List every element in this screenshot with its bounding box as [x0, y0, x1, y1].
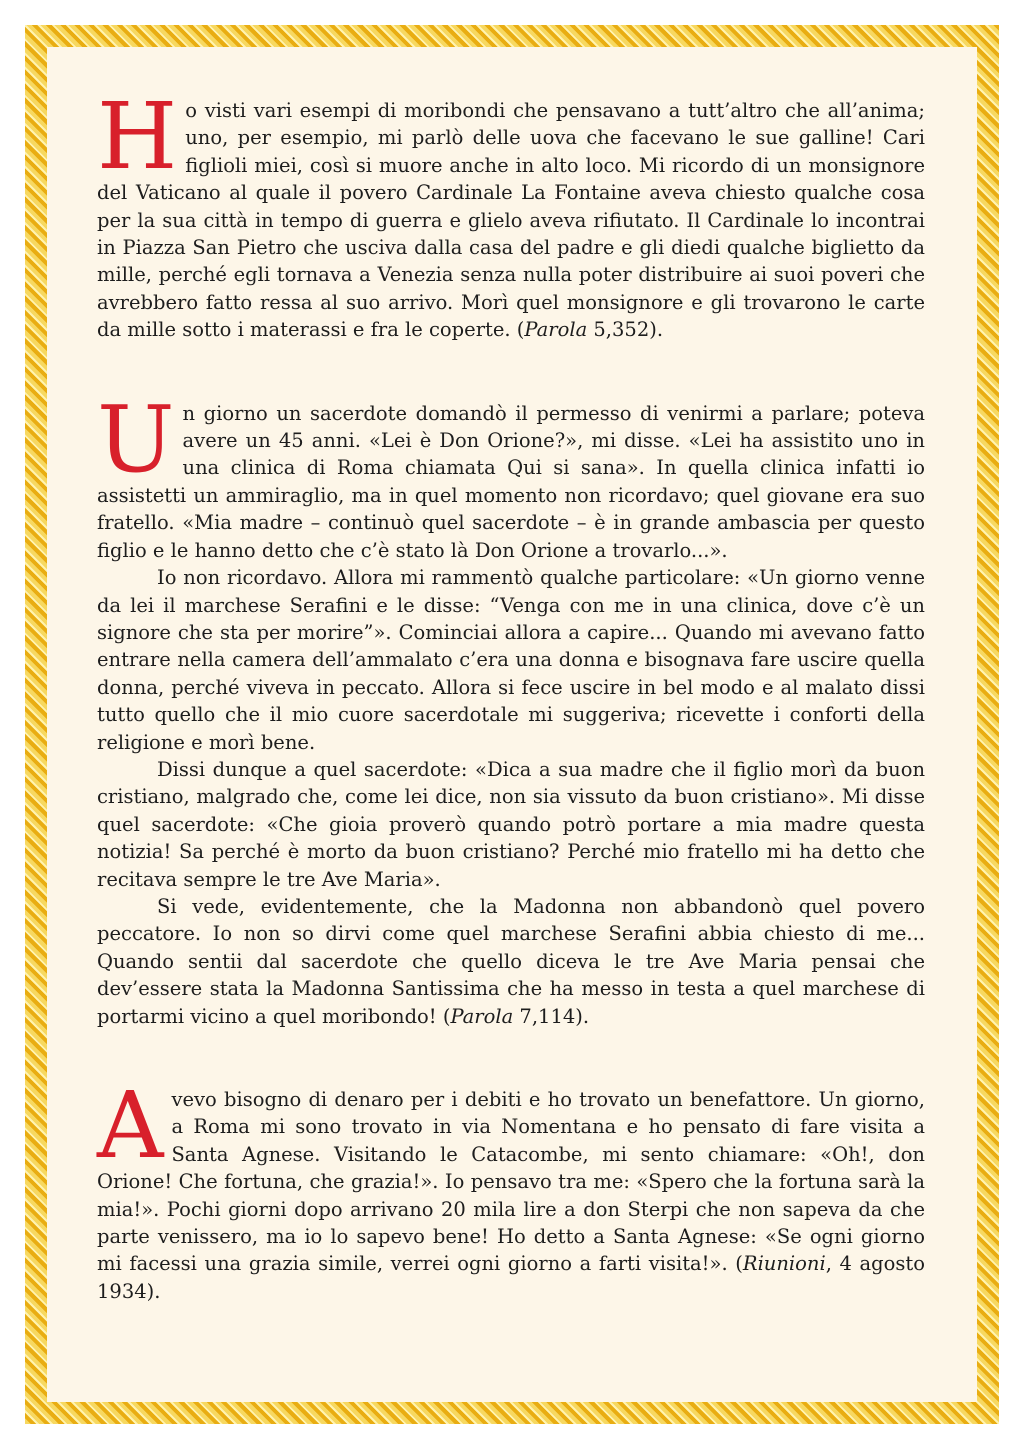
paragraph	[97, 1072, 925, 1305]
paragraph	[97, 385, 925, 564]
paragraph-text: Dissi dunque a quel sacerdote: «Dica a sua madre che il figlio morì da buon cristiano, malgrado che, come lei dice, non sia vissuto da buon cristiano». Mi disse quel sacerdote: «Che gioia proverò quando potrò portare a mia madre questa notizia! Sa perché è morto da buon cristiano? Perché mio fratello mi ha detto che recitava sempre le tre Ave Maria».	[97, 757, 925, 891]
citation-reference: 5,352).	[587, 318, 664, 342]
paragraph	[97, 564, 925, 756]
citation-reference: , 4 agosto 1934).	[97, 1252, 925, 1303]
anecdote-section-3	[97, 1072, 925, 1305]
anecdote-section-1	[97, 83, 925, 344]
paragraph	[97, 756, 925, 893]
drop-cap: H	[97, 83, 178, 190]
paragraph-text: o visti vari esempi di moribondi che pensavano a tutt’altro che all’anima; uno, per esempio, mi parlò delle uova che facevano le sue galline! Cari figlioli miei, così si muore anche in alto loco. Mi ricordo di un monsignore del Vaticano al quale il povero Cardinale La Fontaine aveva chiesto qualche cosa per la sua città in tempo di guerra e glielo aveva rifiutato. Il Cardinale lo incontrai in Piazza San Pietro che usciva dalla casa del padre e gli diedi qualche biglietto da mille, perché egli tornava a Venezia senza nulla poter distribuire ai suoi poveri che avrebbero fatto ressa al suo arrivo. Morì quel monsignore e gli trovarono le carte da mille sotto i materassi e fra le coperte. (	[97, 99, 925, 342]
citation-work: Riunioni	[742, 1252, 826, 1276]
drop-cap: U	[97, 385, 175, 493]
citation-reference: 7,114).	[513, 1004, 590, 1028]
paragraph-text: n giorno un sacerdote domandò il permesso di venirmi a parlare; poteva avere un 45 anni. «Lei è Don Orione?», mi disse. «Lei ha assistito uno in una clinica di Roma chiamata Qui si sana». In quella clinica infatti io assistetti un ammiraglio, ma in quel momento non ricordavo; quel giovane era suo fratello. «Mia madre – continuò quel sacerdote – è in grande ambascia per questo figlio e le hanno detto che c’è stato là Don Orione a trovarlo...».	[97, 401, 925, 562]
paragraph-text: Io non ricordavo. Allora mi rammentò qualche particolare: «Un giorno venne da lei il marchese Serafini e le disse: “Venga con me in una clinica, dove c’è un signore che sta per morire”». Cominciai allora a capire... Quando mi avevano fatto entrare nella camera dell’ammalato c’era una donna e bisognava fare uscire quella donna, perché viveva in peccato. Allora si fece uscire in bel modo e al malato dissi tutto quello che il mio cuore sacerdotale mi suggeriva; ricevette i conforti della religione e morì bene.	[97, 566, 925, 754]
citation-work: Parola	[450, 1004, 514, 1028]
paragraph	[97, 83, 925, 344]
paragraph-text: Si vede, evidentemente, che la Madonna non abbandonò quel povero peccatore. Io non so dirvi come quel marchese Serafini abbia chiesto di me... Quando sentii dal sacerdote che quello diceva le tre Ave Maria pensai che dev’essere stata la Madonna Santissima che ha messo in testa a quel marchese di portarmi vicino a quel moribondo! (	[97, 894, 925, 1028]
paragraph	[97, 893, 925, 1030]
anecdote-section-2	[97, 385, 925, 1030]
document-body	[97, 83, 925, 1305]
citation-work: Parola	[524, 318, 588, 342]
drop-cap: A	[97, 1072, 164, 1179]
paragraph-text: vevo bisogno di denaro per i debiti e ho trovato un benefattore. Un giorno, a Roma mi sono trovato in via Nomentana e ho pensato di fare visita a Santa Agnese. Visitando le Catacombe, mi sento chiamare: «Oh!, don Orione! Che fortuna, che grazia!». Io pensavo tra me: «Spero che la fortuna sarà la mia!». Pochi giorni dopo arrivano 20 mila lire a don Sterpi che non sapeva da che parte venissero, ma io lo sapevo bene! Ho detto a Santa Agnese: «Se ogni giorno mi facessi una grazia simile, verrei ogni giorno a farti visita!». (	[97, 1088, 925, 1276]
